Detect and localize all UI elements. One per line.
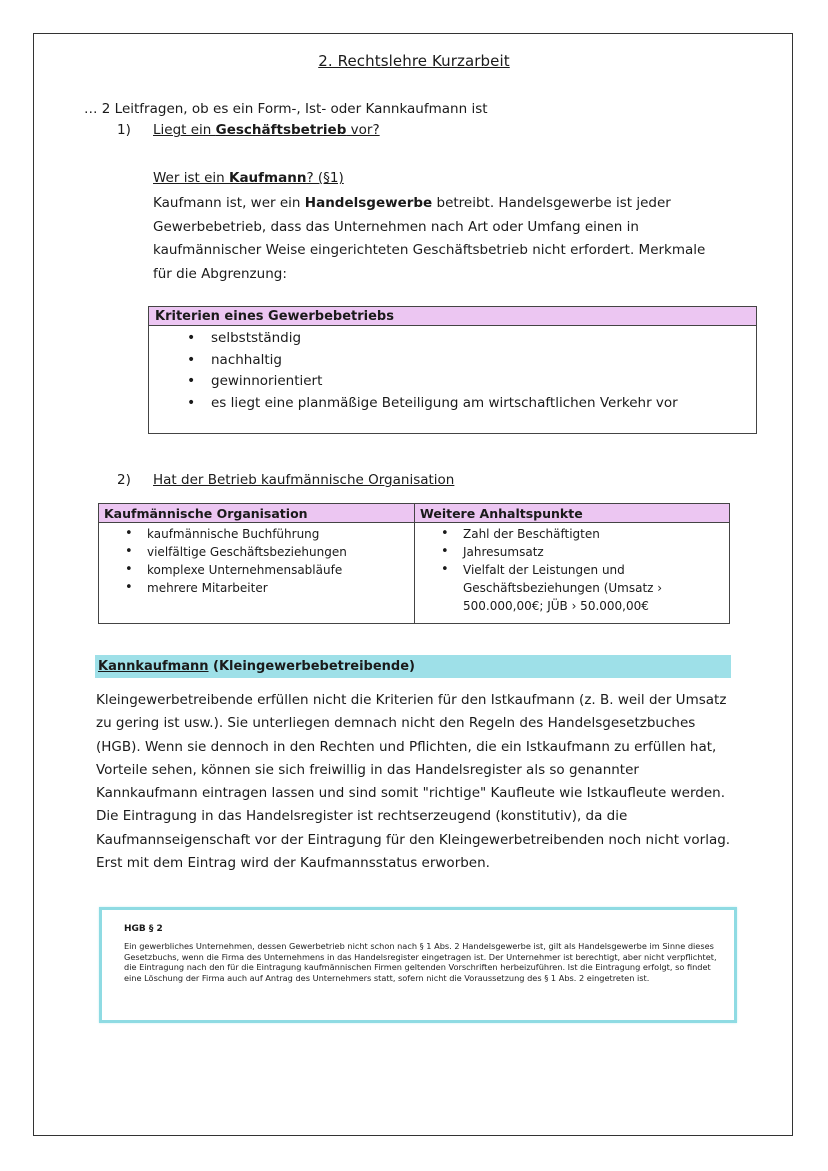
- kannkaufmann-heading: [95, 655, 731, 678]
- criteria-table-header: Kriterien eines Gewerbebetriebs: [149, 307, 756, 326]
- list-item: • gewinnorientiert: [193, 371, 756, 393]
- kannkaufmann-paragraph: Kleingewerbetreibende erfüllen nicht die Kriterien für den Istkaufmann (z. B. weil der Umsatz zu gering ist usw.). Sie unterliegen demnach nicht den Regeln des Handelsgesetzbuches (HGB). Wenn sie dennoch in den Rechten und Pflichten, die ein Istkaufmann zu erfüllen hat, Vorteile sehen, können sie sich freiwillig in das Handelsregister als so genannter Kannkaufmann eintragen lassen und sind somit "richtige" Kaufleute wie Istkaufleute werden. Die Eintragung in das Handelsregister ist rechtserzeugend (konstitutiv), da die Kaufmannseigenschaft vor der Eintragung für den Kleingewerbetreibenden noch nicht vorlag. Erst mit dem Eintrag wird der Kaufmannsstatus erworben.: [96, 692, 731, 872]
- list-item: • mehrere Mitarbeiter: [129, 579, 414, 597]
- question-1-text: [153, 122, 380, 138]
- kannkaufmann-heading-rest: (Kleingewerbebetreibende): [208, 659, 415, 674]
- kaufmann-heading-b: ? (§1): [306, 170, 344, 186]
- question-1-number: 1): [117, 122, 131, 138]
- list-item: • Zahl der Beschäftigten: [445, 525, 729, 543]
- anhaltspunkte-column-header: Weitere Anhaltspunkte: [415, 504, 729, 523]
- hgb-text: Ein gewerbliches Unternehmen, dessen Gewerbetrieb nicht schon nach § 1 Abs. 2 Handelsgewerbe ist, gilt als Handelsgewerbe im Sinne dieses Gesetzbuchs, wenn die Firma des Unternehmens in das Handelsregister eingetragen ist. Der Unternehmer ist berechtigt, aber nicht verpflichtet, die Eintragung nach den für die Eintragung kaufmännischen Firmen geltenden Vorschriften herbeizuführen. Ist die Eintragung erfolgt, so findet eine Löschung der Firma auch auf Antrag des Unternehmers statt, sofern nicht die Voraussetzung des § 1 Abs. 2 eingetreten ist.: [124, 941, 717, 983]
- intro-text: … 2 Leitfragen, ob es ein Form-, Ist- oder Kannkaufmann ist: [84, 101, 488, 117]
- hgb-title: HGB § 2: [124, 924, 163, 934]
- criteria-list: [149, 328, 756, 414]
- kaufmann-para-a: Kaufmann ist, wer ein: [153, 195, 305, 211]
- question-1-text-b: vor?: [346, 122, 380, 138]
- kaufmann-heading-a: Wer ist ein: [153, 170, 229, 186]
- kaufmann-heading-bold: Kaufmann: [228, 170, 307, 186]
- question-2: [117, 472, 454, 488]
- kannkaufmann-heading-underlined: Kannkaufmann: [98, 659, 209, 674]
- list-item: • komplexe Unternehmensabläufe: [129, 561, 414, 579]
- list-item: • Vielfalt der Leistungen und Geschäftsbeziehungen (Umsatz › 500.000,00€; JÜB › 50.000,00€: [445, 561, 729, 615]
- kaufmann-paragraph: [153, 192, 713, 286]
- kaufmann-para-bold: Handelsgewerbe: [304, 195, 433, 211]
- list-item: • vielfältige Geschäftsbeziehungen: [129, 543, 414, 561]
- list-item: • Jahresumsatz: [445, 543, 729, 561]
- anhaltspunkte-column: [415, 504, 729, 623]
- page-title: 2. Rechtslehre Kurzarbeit: [318, 52, 510, 70]
- kaufmann-para-b: betreibt. Handelsgewerbe ist jeder Gewerbebetrieb, dass das Unternehmen nach Art oder Umfang einen in kaufmännischer Weise eingerichteten Geschäftsbetrieb nicht erfordert. Merkmale für die Abgrenzung:: [153, 195, 706, 282]
- hgb-quote-box: [99, 907, 737, 1023]
- question-1-text-bold: Geschäftsbetrieb: [215, 122, 347, 138]
- list-item: • kaufmännische Buchführung: [129, 525, 414, 543]
- organisation-table: [98, 503, 730, 624]
- kaufmann-heading: [153, 170, 344, 186]
- anhaltspunkte-list: [415, 525, 729, 615]
- list-item: • nachhaltig: [193, 350, 756, 372]
- criteria-table: [148, 306, 757, 434]
- list-item: • es liegt eine planmäßige Beteiligung am wirtschaftlichen Verkehr vor: [193, 393, 756, 415]
- question-2-number: 2): [117, 472, 131, 488]
- question-2-text: Hat der Betrieb kaufmännische Organisation: [153, 472, 455, 488]
- organisation-column-header: Kaufmännische Organisation: [99, 504, 414, 523]
- question-1: [117, 122, 380, 138]
- organisation-column: [99, 504, 415, 623]
- organisation-list: [99, 525, 414, 597]
- list-item: • selbstständig: [193, 328, 756, 350]
- question-1-text-a: Liegt ein: [153, 122, 216, 138]
